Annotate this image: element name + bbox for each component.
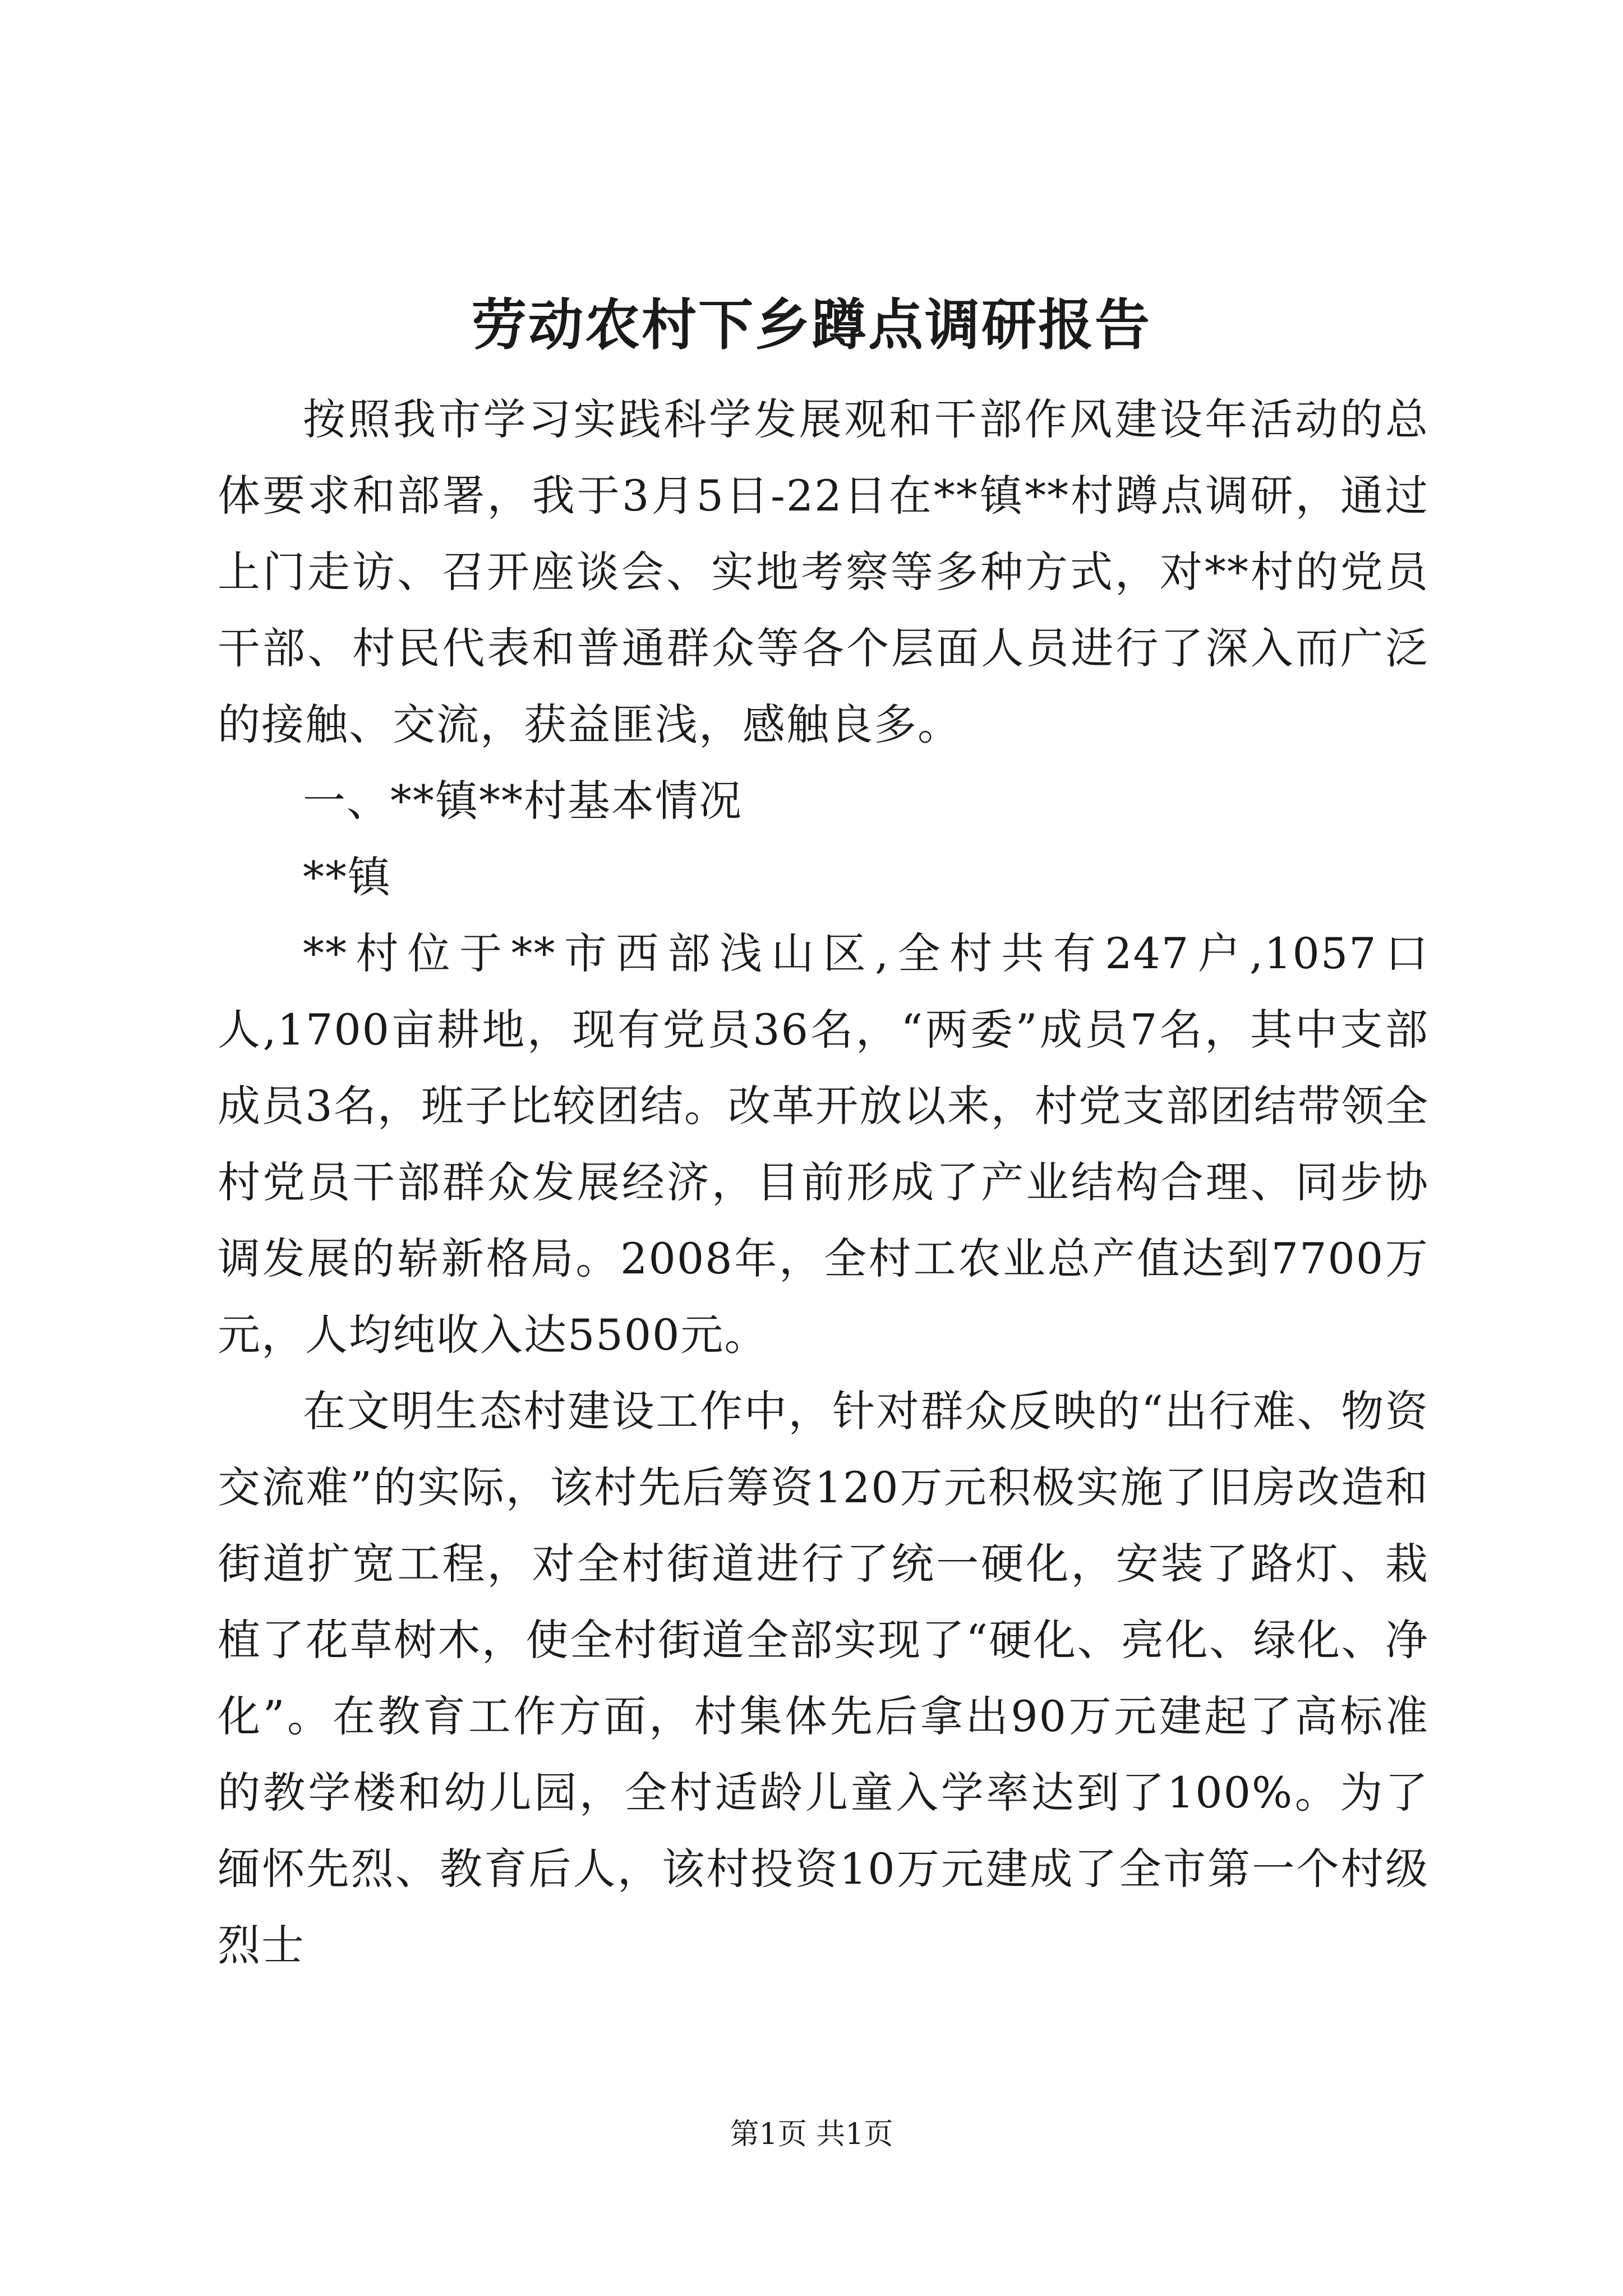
- document-body: [218, 381, 1429, 1984]
- paragraph-civilization-construction: 在文明生态村建设工作中，针对群众反映的“出行难、物资交流难”的实际，该村先后筹资120万元积极实施了旧房改造和街道扩宽工程，对全村街道进行了统一硬化，安装了路灯、栽植了花草树木，使全村街道全部实现了“硬化、亮化、绿化、净化”。在教育工作方面，村集体先后拿出90万元建起了高标准的教学楼和幼儿园，全村适龄儿童入学率达到了100%。为了缅怀先烈、教育后人，该村投资10万元建成了全市第一个村级烈士: [218, 1386, 1429, 1970]
- document-title: 劳动农村下乡蹲点调研报告: [471, 293, 1151, 357]
- paragraph-village-overview: **村位于**市西部浅山区,全村共有247户,1057口人,1700亩耕地，现有党员36名，“两委”成员7名，其中支部成员3名，班子比较团结。改革开放以来，村党支部团结带领全村党员干部群众发展经济，目前形成了产业结构合理、同步协调发展的崭新格局。2008年，全村工农业总产值达到7700万元，人均纯收入达5500元。: [218, 928, 1429, 1360]
- page-number-footer: 第1页 共1页: [730, 2118, 893, 2151]
- section-heading-1: 一、**镇**村基本情况: [303, 776, 743, 826]
- subheading-town: **镇: [303, 852, 391, 902]
- paragraph-intro: 按照我市学习实践科学发展观和干部作风建设年活动的总体要求和部署，我于3月5日-22日在**镇**村蹲点调研，通过上门走访、召开座谈会、实地考察等多种方式，对**村的党员干部、村民代表和普通群众等各个层面人员进行了深入而广泛的接触、交流，获益匪浅，感触良多。: [218, 394, 1429, 749]
